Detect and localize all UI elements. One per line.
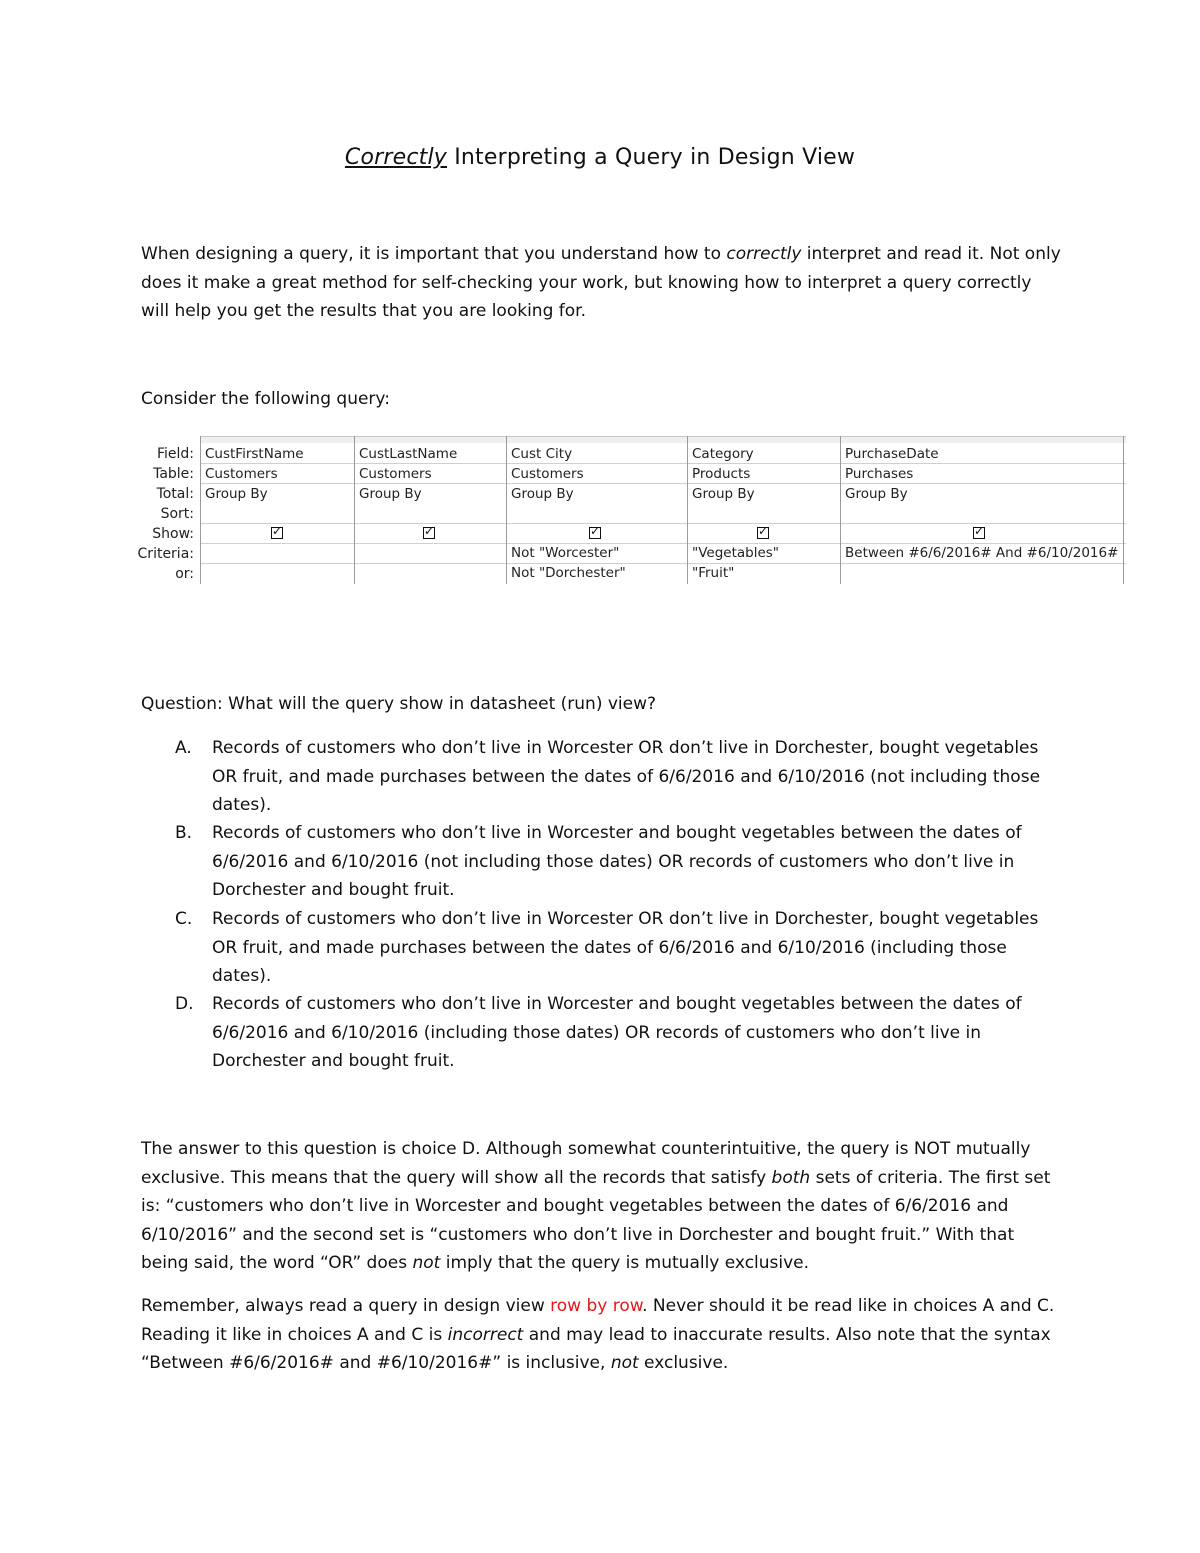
answer-emphasis-2: not	[412, 1253, 441, 1273]
table-cell[interactable]: Products	[692, 466, 751, 482]
grid-line	[200, 463, 1126, 464]
remember-text-1: Remember, always read a query in design view	[141, 1296, 551, 1316]
answer-text-1: The answer to this question is choice D. Although somewhat counterintuitive, the query is NOT mutually exclusive. This means that the query will show all the records that satisfy	[141, 1139, 1031, 1188]
criteria-cell[interactable]: Between #6/6/2016# And #6/10/2016#	[845, 545, 1119, 561]
or-cell[interactable]: "Fruit"	[692, 565, 735, 581]
grid-column	[506, 436, 507, 584]
table-cell[interactable]: Purchases	[845, 466, 914, 482]
option-text: Records of customers who don’t live in Worcester OR don’t live in Dorchester, bought vegetables OR fruit, and made purchases between the dates of 6/6/2016 and 6/10/2016 (including those dates).	[212, 909, 1039, 986]
question-text: Question: What will the query show in datasheet (run) view?	[141, 694, 657, 714]
answer-text-2: sets of criteria. The first set is: “customers who don’t live in Worcester and bought vegetables between the dates of 6/6/2016 and 6/10/2016” and the second set is “customers who don’t live in Dorchester and bought fruit.” With that being said, the word “OR” does	[141, 1167, 1051, 1273]
intro-emphasis: correctly	[726, 244, 802, 264]
show-checkbox[interactable]	[973, 527, 985, 539]
grid-line	[200, 523, 1126, 524]
total-cell[interactable]: Group By	[845, 486, 908, 502]
option-letter: C.	[175, 909, 193, 929]
remember-emphasis-2: not	[610, 1353, 639, 1373]
intro-text-1: When designing a query, it is important that you understand how to	[141, 244, 727, 264]
field-cell[interactable]: CustLastName	[359, 446, 458, 462]
answer-emphasis-1: both	[771, 1167, 811, 1188]
row-label-total: Total:	[156, 486, 194, 502]
remember-highlight: row by row	[550, 1296, 643, 1316]
row-label-sort: Sort:	[160, 506, 194, 522]
row-label-field: Field:	[156, 446, 194, 462]
grid-line	[200, 483, 1126, 484]
show-checkbox[interactable]	[271, 527, 283, 539]
query-design-grid	[130, 436, 1126, 584]
row-label-show: Show:	[152, 526, 194, 542]
option-letter: A.	[175, 738, 192, 758]
table-cell[interactable]: Customers	[359, 466, 432, 482]
field-cell[interactable]: Category	[692, 446, 754, 462]
remember-paragraph	[141, 1292, 1061, 1378]
remember-text-3: and may lead to inaccurate results. Also note that the syntax “Between #6/6/2016# and #6/10/2016#” is inclusive,	[141, 1324, 1051, 1373]
option-text: Records of customers who don’t live in Worcester OR don’t live in Dorchester, bought vegetables OR fruit, and made purchases between the dates of 6/6/2016 and 6/10/2016 (not including those dates).	[212, 738, 1041, 815]
show-checkbox[interactable]	[757, 527, 769, 539]
grid-column	[200, 436, 201, 584]
grid-line	[200, 563, 1126, 564]
field-cell[interactable]: Cust City	[511, 446, 573, 462]
row-label-or: or:	[175, 566, 194, 582]
or-cell[interactable]: Not "Dorchester"	[511, 565, 626, 581]
row-label-table: Table:	[153, 466, 194, 482]
grid-header-bar	[200, 436, 1126, 443]
total-cell[interactable]: Group By	[359, 486, 422, 502]
grid-column	[354, 436, 355, 584]
consider-text: Consider the following query:	[141, 389, 390, 409]
title-emphasis: Correctly	[344, 145, 448, 170]
grid-row-labels	[130, 444, 194, 584]
grid-column	[840, 436, 841, 584]
remember-text-2: . Never should it be read like in choices A and C. Reading it like in choices A and C is	[141, 1296, 1055, 1345]
total-cell[interactable]: Group By	[205, 486, 268, 502]
answer-paragraph	[141, 1135, 1061, 1278]
intro-paragraph	[141, 240, 1061, 326]
total-cell[interactable]: Group By	[692, 486, 755, 502]
grid-column-end	[1123, 436, 1124, 584]
title-rest: Interpreting a Query in Design View	[447, 145, 856, 170]
option-letter: D.	[175, 994, 194, 1014]
remember-emphasis-1: incorrect	[447, 1324, 524, 1345]
total-cell[interactable]: Group By	[511, 486, 574, 502]
row-label-criteria: Criteria:	[137, 546, 194, 562]
intro-text-2: interpret and read it. Not only does it make a great method for self-checking your work, but knowing how to interpret a query correctly will help you get the results that you are looking for.	[141, 244, 1061, 321]
criteria-cell[interactable]: Not "Worcester"	[511, 545, 620, 561]
option-text: Records of customers who don’t live in Worcester and bought vegetables between the dates of 6/6/2016 and 6/10/2016 (including those dates) OR records of customers who don’t live in Dorchester and bought fruit.	[212, 994, 1022, 1071]
option-letter: B.	[175, 823, 193, 843]
criteria-cell[interactable]: "Vegetables"	[692, 545, 780, 561]
table-cell[interactable]: Customers	[511, 466, 584, 482]
field-cell[interactable]: CustFirstName	[205, 446, 304, 462]
remember-text-4: exclusive.	[638, 1353, 729, 1373]
show-checkbox[interactable]	[423, 527, 435, 539]
option-text: Records of customers who don’t live in Worcester and bought vegetables between the dates of 6/6/2016 and 6/10/2016 (not including those dates) OR records of customers who don’t live in Dorchester and bought fruit.	[212, 823, 1022, 900]
grid-column	[687, 436, 688, 584]
page-title	[0, 145, 1200, 170]
table-cell[interactable]: Customers	[205, 466, 278, 482]
show-checkbox[interactable]	[589, 527, 601, 539]
answer-text-3: imply that the query is mutually exclusive.	[440, 1253, 810, 1273]
field-cell[interactable]: PurchaseDate	[845, 446, 939, 462]
